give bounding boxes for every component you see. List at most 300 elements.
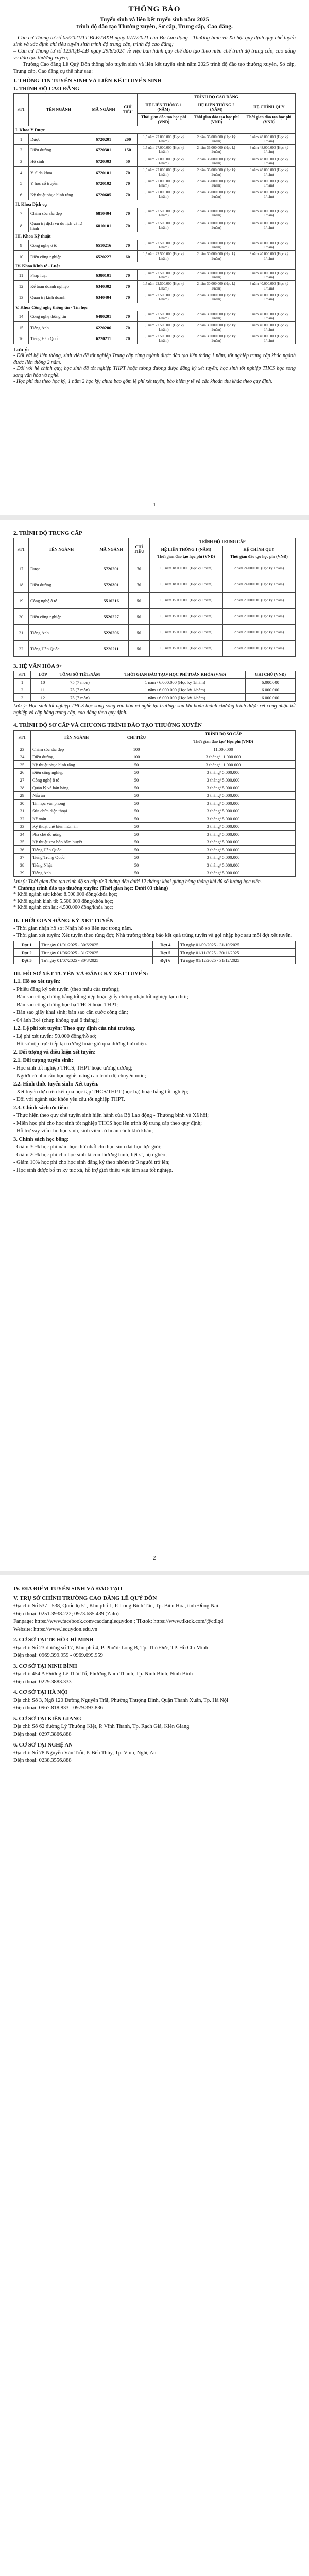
cell-code: 5220206 (94, 624, 129, 640)
col-h3: HỆ CHÍNH QUY (243, 101, 295, 113)
cell-fee-2: 2 năm 20.000.000 (Học kỳ 1/năm) (222, 592, 296, 608)
table-row (14, 269, 296, 281)
cell-fee-1: 1,5 năm 22.500.000 (Học kỳ 1/năm) (138, 251, 190, 262)
cell-quota: 150 (118, 145, 138, 156)
cell-fee-1: 1,5 năm 15.000.000 (Học kỳ 1/năm) (150, 640, 223, 656)
cell-fee-1: 1,5 năm 22.500.000 (Học kỳ 1/năm) (138, 208, 190, 219)
cell-quota: 50 (122, 776, 151, 784)
section-III-item: - Người có nhu cầu học nghề, nâng cao trình độ chuyên môn; (13, 1073, 146, 1079)
address-line: Địa chỉ: Số 23 đường số 17, Khu phố 4, P. Phước Long B, Tp. Thủ Đức, TP. Hồ Chí Minh (13, 1645, 208, 1651)
table-row (14, 694, 296, 702)
cell-quota: 50 (122, 769, 151, 776)
cell-quota: 50 (129, 624, 150, 640)
cell-stt: 1 (14, 133, 29, 145)
section-III-item: - Thực hiện theo quy chế tuyển sinh hiện hành của Bộ Lao động - Thương binh và Xã hội; (13, 1112, 209, 1118)
cell-fee-2: 2 năm 20.000.000 (Học kỳ 1/năm) (222, 624, 296, 640)
cell-code: 6220206 (89, 322, 118, 333)
cell-quota: 60 (118, 251, 138, 262)
cell-stt: 5 (14, 178, 29, 189)
table-row (14, 281, 296, 292)
section-III-item: - Miễn học phí cho học sinh tốt nghiệp THCS học lên trình độ trung cấp theo quy định; (13, 1120, 202, 1126)
section-III-item: - Học sinh được bố trí ký túc xá, hỗ trợ giới thiệu việc làm sau tốt nghiệp. (13, 1167, 173, 1173)
cell-name: Kỹ thuật chế biến món ăn (31, 823, 122, 831)
group-row (14, 126, 296, 133)
section-II-heading: II. THỜI GIAN ĐĂNG KÝ XÉT TUYỂN (13, 917, 114, 924)
table-row (14, 792, 296, 800)
cell-name: Tiếng Trung Quốc (31, 854, 122, 861)
table-row (14, 838, 296, 846)
cell-stt: 27 (14, 776, 31, 784)
sc-col-stt: STT (14, 731, 31, 745)
cell-stt: 37 (14, 854, 31, 861)
cell-stt: 20 (14, 608, 29, 624)
cell-name: Tiếng Nhật (31, 861, 122, 869)
intro-line-3: Trường Cao đẳng Lê Quý Đôn thông báo tuyển sinh và liên kết tuyển sinh năm 2025 trình độ đào tạo thường xuyên, Sơ cấp, Trung cấp, Cao đẳng cụ thể như sau: (13, 62, 296, 74)
cell-fee: 3 tháng/ 5.000.000 (151, 769, 296, 776)
intro-line-1: – Căn cứ Thông tư số 05/2021/TT-BLĐTBXH ngày 07/7/2021 của Bộ Lao động - Thương binh và Xã hội quy định quy chế tuyển sinh và xác định chỉ tiêu tuyển sinh trình độ trung cấp, trình độ cao đẳng; (13, 35, 296, 47)
section-III-item: - Hồ sơ nộp trực tiếp tại trường hoặc gửi qua đường bưu điện. (13, 1041, 147, 1047)
page-number-2: 2 (153, 1555, 156, 1561)
cell-period: Từ ngày 01/07/2025 - 30/8/2025 (40, 956, 152, 964)
cell-stt: 30 (14, 800, 31, 807)
cell-code: 5520227 (94, 608, 129, 624)
page-2 (0, 520, 309, 1571)
address-line: Địa chỉ: Số 3, Ngõ 120 Đường Nguyễn Trãi, Phường Thượng Đình, Quận Thanh Xuân, Tp. Hà Nội (13, 1698, 228, 1703)
cell-fee: 3 tháng/ 5.000.000 (151, 784, 296, 792)
cell-stt: 2 (14, 686, 31, 694)
cell-fee: 6.000.000 (246, 686, 296, 694)
cell-quota: 70 (129, 577, 150, 592)
cell-fee: 3 tháng/ 5.000.000 (151, 776, 296, 784)
cell-quota: 200 (118, 133, 138, 145)
cell-name: Công nghệ thông tin (29, 311, 89, 322)
cell-name: Tiếng Hàn Quốc (29, 640, 94, 656)
cell-stt: 10 (14, 251, 29, 262)
cell-fee: 3 tháng/ 11.000.000 (151, 761, 296, 769)
cell-fee-2: 2 năm 36.000.000 (Học kỳ 1/năm) (190, 189, 243, 200)
table-row (14, 640, 296, 656)
cell-fee: 3 tháng/ 5.000.000 (151, 800, 296, 807)
section-V-heading: V. TRỤ SỞ CHÍNH TRƯỜNG CAO ĐẲNG LÊ QUÝ ĐÔN (13, 1595, 157, 1601)
sc-col-quota: CHỈ TIÊU (122, 731, 151, 745)
table-row (14, 608, 296, 624)
group-label: IV. Khoa Kinh tế - Luật (14, 262, 296, 269)
cell-fee-2: 2 năm 36.000.000 (Học kỳ 1/năm) (190, 178, 243, 189)
table-row (14, 784, 296, 792)
cell-fee-2: 2 năm 36.000.000 (Học kỳ 1/năm) (190, 167, 243, 178)
cell-fee-3: 3 năm 40.000.000 (Học kỳ 1/năm) (243, 281, 295, 292)
cell-total: 75 (7 môn) (55, 679, 105, 686)
col-group: TRÌNH ĐỘ CAO ĐẲNG (138, 94, 296, 101)
group-label: V. Khoa Công nghệ thông tin - Tin học (14, 303, 296, 311)
cell-class: 11 (31, 686, 55, 694)
cell-class: 12 (31, 694, 55, 702)
cell-name: Y sĩ đa khoa (29, 167, 89, 178)
page-separator (0, 1571, 309, 1575)
address-line: Địa chỉ: 454 A Đường Lê Thái Tổ, Phường Nam Thành, Tp. Ninh Bình, Ninh Bình (13, 1671, 193, 1677)
cell-stt: 22 (14, 640, 29, 656)
cell-fee: 3 tháng/ 5.000.000 (151, 807, 296, 815)
section-III-subheading: 2.3. Chính sách ưu tiên: (13, 1105, 68, 1111)
elementary-note-4: * Khối ngành kinh tế: 5.500.000 đồng/khóa học; (13, 898, 114, 904)
section-III-heading: III. HỒ SƠ XÉT TUYỂN VÀ ĐĂNG KÝ XÉT TUYỂN: (13, 970, 148, 977)
notice-title: THÔNG BÁO (128, 5, 181, 13)
cell-stt: 23 (14, 745, 31, 753)
cell-quota: 70 (118, 322, 138, 333)
cell-quota: 70 (118, 281, 138, 292)
cell-fee: 3 tháng/ 5.000.000 (151, 823, 296, 831)
cell-quota: 50 (122, 869, 151, 877)
cell-fee-1: 1,5 năm 22.500.000 (Học kỳ 1/năm) (138, 219, 190, 232)
cell-name: Điều dưỡng (29, 577, 94, 592)
address-line: Điện thoại: 0251.3938.222; 0973.685.439 (Zalo) (13, 1611, 119, 1617)
group-row (14, 262, 296, 269)
cell-period: Từ ngày 01/09/2025 - 31/10/2025 (178, 941, 295, 948)
cell-code: 6720101 (89, 167, 118, 178)
cell-period: Từ ngày 01/06/2025 - 31/7/2025 (40, 948, 152, 956)
cell-fee-3: 3 năm 40.000.000 (Học kỳ 1/năm) (243, 322, 295, 333)
vh-col-fee: GHI CHÚ (VNĐ) (246, 671, 296, 679)
cell-fee: 3 tháng/ 5.000.000 (151, 792, 296, 800)
cell-fee-2: 2 năm 30.000.000 (Học kỳ 1/năm) (190, 251, 243, 262)
address-line: Địa chỉ: Số 78 Nguyễn Văn Trỗi, P. Bến Thủy, Tp. Vinh, Nghệ An (13, 1750, 157, 1756)
cell-round: Đợt 5 (152, 948, 178, 956)
cell-name: Dược (29, 561, 94, 577)
cell-code: 5720301 (94, 577, 129, 592)
col-code: MÃ NGÀNH (89, 94, 118, 126)
cell-stt: 9 (14, 240, 29, 251)
section-III-item: - Hỗ trợ vay vốn cho học sinh, sinh viên có hoàn cảnh khó khăn; (13, 1128, 153, 1134)
cell-stt: 19 (14, 592, 29, 608)
cell-period: Từ ngày 01/12/2025 - 31/12/2025 (178, 956, 295, 964)
cell-stt: 15 (14, 322, 29, 333)
cell-name: Hộ sinh (29, 156, 89, 167)
cell-quota: 50 (122, 831, 151, 838)
registration-period-table (13, 941, 296, 964)
cell-stt: 21 (14, 624, 29, 640)
table-row (14, 753, 296, 761)
cell-name: Sửa chữa điện thoại (31, 807, 122, 815)
cell-name: Nấu ăn (31, 792, 122, 800)
cell-fee-2: 2 năm 30.000.000 (Học kỳ 1/năm) (190, 322, 243, 333)
table-row (14, 577, 296, 592)
table-row (14, 800, 296, 807)
tc-col-s2: Thời gian đào tạo học phí (VNĐ) (222, 553, 296, 561)
cell-round: Đợt 3 (14, 956, 40, 964)
cell-fee-2: 2 năm 36.000.000 (Học kỳ 1/năm) (190, 145, 243, 156)
vh-col-stt: STT (14, 671, 31, 679)
cell-fee-3: 3 năm 40.000.000 (Học kỳ 1/năm) (243, 240, 295, 251)
cell-name: Kỹ thuật phục hình răng (29, 189, 89, 200)
campus-heading: 3. CƠ SỞ TẠI NINH BÌNH (13, 1664, 77, 1669)
cell-fee-3: 3 năm 40.000.000 (Học kỳ 1/năm) (243, 311, 295, 322)
col-s3: Thời gian đào tạo học phí (VNĐ) (243, 113, 295, 126)
cell-name: Pha chế đồ uống (31, 831, 122, 838)
campus-heading: 2. CƠ SỞ TẠI TP. HỒ CHÍ MINH (13, 1637, 94, 1643)
cell-stt: 4 (14, 167, 29, 178)
cell-quota: 70 (118, 189, 138, 200)
cell-fee-1: 1,5 năm 22.500.000 (Học kỳ 1/năm) (138, 322, 190, 333)
cell-stt: 32 (14, 815, 31, 823)
elementary-note-1: Lưu ý: Thời gian đào tạo trình độ sơ cấp từ 3 tháng đến dưới 12 tháng; khai giảng hàng tháng khi đủ số lượng học viên. (13, 879, 262, 885)
notice-subtitle-1: Tuyển sinh và liên kết tuyển sinh năm 2025 (100, 16, 209, 23)
table-row (14, 679, 296, 686)
table-row (14, 156, 296, 167)
cell-fee-3: 3 năm 40.000.000 (Học kỳ 1/năm) (243, 208, 295, 219)
cell-stt: 34 (14, 831, 31, 838)
cell-fee-1: 1,5 năm 18.000.000 (Học kỳ 1/năm) (150, 561, 223, 577)
cell-fee-3: 3 năm 48.000.000 (Học kỳ 1/năm) (243, 133, 295, 145)
address-line: Địa chỉ: Số 62 đường Lý Thường Kiệt, P. Vĩnh Thanh, Tp. Rạch Giá, Kiên Giang (13, 1724, 190, 1730)
cell-fee-2: 2 năm 24.000.000 (Học kỳ 1/năm) (222, 561, 296, 577)
vh-col-lop: LỚP (31, 671, 55, 679)
cell-fee-3: 3 năm 40.000.000 (Học kỳ 1/năm) (243, 269, 295, 281)
cell-code: 6520227 (89, 251, 118, 262)
cell-fee-1: 1,5 năm 22.500.000 (Học kỳ 1/năm) (138, 311, 190, 322)
tc-col-quota: CHỈ TIÊU (129, 538, 150, 561)
cell-name: Quản trị kinh doanh (29, 292, 89, 303)
table-row (14, 854, 296, 861)
cell-quota: 70 (118, 292, 138, 303)
cell-code: 6720303 (89, 156, 118, 167)
sc-col-name: TÊN NGÀNH (31, 731, 122, 745)
page-separator (0, 515, 309, 520)
section-I-heading: I. THÔNG TIN TUYỂN SINH VÀ LIÊN KẾT TUYỂN SINH (13, 78, 162, 84)
section-III-item: - Giảm 10% học phí cho học sinh đăng ký theo nhóm từ 3 người trở lên; (13, 1159, 170, 1165)
cell-fee: 3 tháng/ 5.000.000 (151, 861, 296, 869)
table-row (14, 219, 296, 232)
cell-fee-2: 2 năm 30.000.000 (Học kỳ 1/năm) (190, 240, 243, 251)
cell-fee-1: 1,5 năm 27.000.000 (Học kỳ 1/năm) (138, 145, 190, 156)
intermediate-table (13, 538, 296, 657)
table-row (14, 561, 296, 577)
notice-subtitle-2: trình độ đào tạo Thường xuyên, Sơ cấp, Trung cấp, Cao đẳng. (76, 24, 233, 30)
cell-name: Công nghệ ô tô (29, 592, 94, 608)
cell-stt: 3 (14, 694, 31, 702)
page-number-1: 1 (153, 502, 156, 508)
college-note-1: - Đối với hệ liên thông, sinh viên đã tốt nghiệp Trung cấp cùng ngành được đào tạo liên thông 1 năm; tốt nghiệp trung cấp khác ngành được liên thông 2 năm. (13, 353, 296, 365)
col-s2: Thời gian đào tạo học phí (VNĐ) (190, 113, 243, 126)
cell-quota: 50 (118, 156, 138, 167)
cell-stt: 13 (14, 292, 29, 303)
cell-quota: 50 (122, 784, 151, 792)
cell-quota: 70 (118, 240, 138, 251)
section-III-item: - Bản sao công chứng học bạ THCS hoặc THPT; (13, 1002, 119, 1008)
col-h1: HỆ LIÊN THÔNG 1 (NĂM) (138, 101, 190, 113)
cell-code: 6340302 (89, 281, 118, 292)
section-III-item: - 04 ảnh 3x4 (chụp không quá 6 tháng); (13, 1017, 99, 1023)
address-line: Điện thoại: 0238.3556.888 (13, 1758, 72, 1764)
cell-quota: 70 (118, 178, 138, 189)
table-row (14, 333, 296, 344)
cell-code: 6510216 (89, 240, 118, 251)
section-III-item: - Giảm 20% học phí cho học sinh là con thương binh, liệt sĩ, hộ nghèo; (13, 1151, 167, 1158)
cell-stt: 14 (14, 311, 29, 322)
cell-fee-3: 3 năm 48.000.000 (Học kỳ 1/năm) (243, 189, 295, 200)
section-III-item: - Bản sao công chứng bằng tốt nghiệp hoặc giấy chứng nhận tốt nghiệp tạm thời; (13, 994, 188, 1000)
cell-quota: 70 (129, 561, 150, 577)
cell-fee-2: 2 năm 24.000.000 (Học kỳ 1/năm) (222, 577, 296, 592)
cell-name: Kế toán (31, 815, 122, 823)
cell-total: 75 (7 môn) (55, 694, 105, 702)
table-row (14, 311, 296, 322)
cell-fee-2: 2 năm 30.000.000 (Học kỳ 1/năm) (190, 333, 243, 344)
cell-stt: 18 (14, 577, 29, 592)
section-III-item: - Xét tuyển dựa trên kết quả học tập THCS/THPT (học bạ) hoặc bằng tốt nghiệp; (13, 1089, 188, 1095)
address-line: Fanpage: https://www.facebook.com/caodanglequydon ; Tiktok: https://www.tiktok.com/@cdlqd (13, 1619, 224, 1624)
cell-fee: 3 tháng/ 5.000.000 (151, 815, 296, 823)
table-row (14, 948, 296, 956)
section-III-subheading: 2. Đối tượng và điều kiện xét tuyển: (13, 1049, 96, 1055)
subsection-I4-heading: 4. TRÌNH ĐỘ SƠ CẤP VÀ CHƯƠNG TRÌNH ĐÀO TẠO THƯỜNG XUYÊN (13, 722, 202, 728)
cell-name: Công nghệ ô tô (31, 776, 122, 784)
col-h2: HỆ LIÊN THÔNG 2 (NĂM) (190, 101, 243, 113)
cell-name: Công nghệ ô tô (29, 240, 89, 251)
tc-col-stt: STT (14, 538, 29, 561)
college-table (13, 93, 296, 344)
cell-name: Điều dưỡng (31, 753, 122, 761)
elementary-note-5: * Khối ngành còn lại: 4.500.000 đồng/khóa học; (13, 905, 113, 910)
cell-fee-1: 1,5 năm 27.000.000 (Học kỳ 1/năm) (138, 133, 190, 145)
table-row (14, 292, 296, 303)
cell-fee-1: 1,5 năm 18.000.000 (Học kỳ 1/năm) (150, 577, 223, 592)
cell-code: 5220211 (94, 640, 129, 656)
address-line: Điện thoại: 0297.3866.888 (13, 1732, 72, 1737)
vh-col-total: TỔNG SỐ TIẾT/NĂM (55, 671, 105, 679)
cell-quota: 50 (122, 823, 151, 831)
cell-stt: 11 (14, 269, 29, 281)
col-s1: Thời gian đào tạo học phí (VNĐ) (138, 113, 190, 126)
cell-name: Quản trị dịch vụ du lịch và lữ hành (29, 219, 89, 232)
page-3 (0, 1575, 309, 2576)
cell-fee-3: 3 năm 40.000.000 (Học kỳ 1/năm) (243, 219, 295, 232)
group-label: II. Khoa Dịch vụ (14, 200, 296, 208)
cell-stt: 1 (14, 679, 31, 686)
tc-col-code: MÃ NGÀNH (94, 538, 129, 561)
cell-quota: 50 (122, 838, 151, 846)
cell-time: 1 năm / 6.000.000 (Học kỳ 1/năm) (105, 686, 246, 694)
table-row (14, 846, 296, 854)
cell-code: 6720201 (89, 133, 118, 145)
table-row (14, 869, 296, 877)
cell-fee-2: 2 năm 30.000.000 (Học kỳ 1/năm) (190, 311, 243, 322)
cell-stt: 3 (14, 156, 29, 167)
section-III-list (13, 978, 296, 1174)
cell-fee-1: 1,5 năm 22.500.000 (Học kỳ 1/năm) (138, 240, 190, 251)
cell-name: Tiếng Anh (31, 869, 122, 877)
group-row (14, 200, 296, 208)
table-row (14, 815, 296, 823)
table-row (14, 624, 296, 640)
cell-quota: 50 (122, 807, 151, 815)
culture-note: Lưu ý: Học sinh tốt nghiệp THCS học song song văn hóa và nghề tại trường; sau khi hoàn thành chương trình được xét công nhận tốt nghiệp và cấp bằng trung cấp, cao đẳng theo quy định. (13, 703, 296, 716)
cell-fee: 3 tháng/ 11.000.000 (151, 753, 296, 761)
cell-fee: 3 tháng/ 5.000.000 (151, 846, 296, 854)
cell-stt: 7 (14, 208, 29, 219)
cell-name: Tiếng Hàn Quốc (29, 333, 89, 344)
cell-fee-3: 3 năm 40.000.000 (Học kỳ 1/năm) (243, 333, 295, 344)
cell-name: Quản lý và bán hàng (31, 784, 122, 792)
col-quota: CHỈ TIÊU (118, 94, 138, 126)
table-row (14, 776, 296, 784)
cell-fee-2: 2 năm 30.000.000 (Học kỳ 1/năm) (190, 208, 243, 219)
cell-quota: 50 (122, 815, 151, 823)
cell-quota: 100 (122, 745, 151, 753)
table-row (14, 686, 296, 694)
sc-col-group: TRÌNH ĐỘ SƠ CẤP (151, 731, 296, 738)
section-III-subheading: 3. Chính sách học bổng: (13, 1136, 69, 1142)
address-line: Địa chỉ: Số 537 - 538, Quốc lộ 51, Khu phố 1, P. Long Bình Tân, Tp. Biên Hòa, tỉnh Đồng Nai. (13, 1603, 220, 1609)
cell-stt: 16 (14, 333, 29, 344)
table-row (14, 322, 296, 333)
cell-quota: 50 (129, 592, 150, 608)
cell-name: Điện công nghiệp (29, 251, 89, 262)
table-row (14, 178, 296, 189)
table-row (14, 189, 296, 200)
table-row (14, 240, 296, 251)
cell-class: 10 (31, 679, 55, 686)
cell-fee: 11.000.000 (151, 745, 296, 753)
section-III-subheading: 2.2. Hình thức tuyển sinh: Xét tuyển. (13, 1081, 99, 1087)
college-note-3: - Học phí thu theo học kỳ, 1 năm 2 học kỳ; chưa bao gồm lệ phí xét tuyển, bảo hiểm y tế và các khoản thu khác theo quy định. (13, 379, 272, 385)
cell-name: Điện công nghiệp (29, 608, 94, 624)
cell-quota: 50 (122, 800, 151, 807)
cell-fee-2: 2 năm 36.000.000 (Học kỳ 1/năm) (190, 156, 243, 167)
cell-fee-3: 3 năm 48.000.000 (Học kỳ 1/năm) (243, 156, 295, 167)
cell-name: Tiếng Anh (29, 624, 94, 640)
cell-code: 6810101 (89, 219, 118, 232)
cell-name: Điện công nghiệp (31, 769, 122, 776)
cell-code: 6480201 (89, 311, 118, 322)
group-label: I. Khoa Y Dược (14, 126, 296, 133)
cell-code: 6220211 (89, 333, 118, 344)
tc-col-group: TRÌNH ĐỘ TRUNG CẤP (150, 538, 296, 546)
cell-fee: 3 tháng/ 5.000.000 (151, 831, 296, 838)
section-III-item: - Phiếu đăng ký xét tuyển (theo mẫu của trường); (13, 986, 120, 992)
cell-name: Y học cổ truyền (29, 178, 89, 189)
cell-quota: 100 (122, 753, 151, 761)
subsection-I2-heading: 2. TRÌNH ĐỘ TRUNG CẤP (13, 530, 82, 536)
campus-heading: 5. CƠ SỞ TẠI KIÊN GIANG (13, 1716, 81, 1722)
cell-name: Điều dưỡng (29, 145, 89, 156)
cell-name: Kế toán doanh nghiệp (29, 281, 89, 292)
cell-name: Chăm sóc sắc đẹp (31, 745, 122, 753)
cell-name: Chăm sóc sắc đẹp (29, 208, 89, 219)
cell-stt: 8 (14, 219, 29, 232)
cell-fee-2: 2 năm 30.000.000 (Học kỳ 1/năm) (190, 292, 243, 303)
cell-stt: 6 (14, 189, 29, 200)
cell-fee-3: 3 năm 48.000.000 (Học kỳ 1/năm) (243, 178, 295, 189)
table-row (14, 745, 296, 753)
cell-fee-1: 1,5 năm 22.500.000 (Học kỳ 1/năm) (138, 269, 190, 281)
elementary-table (13, 730, 296, 877)
cell-round: Đợt 1 (14, 941, 40, 948)
page-1 (0, 0, 309, 515)
vh-col-time: THỜI GIAN ĐÀO TẠO/ HỌC PHÍ TOÀN KHÓA (VNĐ) (105, 671, 246, 679)
cell-stt: 17 (14, 561, 29, 577)
table-row (14, 941, 296, 948)
cell-stt: 2 (14, 145, 29, 156)
address-line: Website: https://www.lequydon.edu.vn (13, 1626, 97, 1632)
cell-name: Dược (29, 133, 89, 145)
cell-stt: 38 (14, 861, 31, 869)
cell-stt: 31 (14, 807, 31, 815)
cell-fee-1: 1,5 năm 27.000.000 (Học kỳ 1/năm) (138, 156, 190, 167)
cell-fee-1: 1,5 năm 15.000.000 (Học kỳ 1/năm) (150, 592, 223, 608)
cell-name: Kỹ thuật xoa bóp bấm huyệt (31, 838, 122, 846)
cell-name: Tin học văn phòng (31, 800, 122, 807)
tc-col-h1: HỆ LIÊN THÔNG 1 (NĂM) (150, 546, 223, 553)
